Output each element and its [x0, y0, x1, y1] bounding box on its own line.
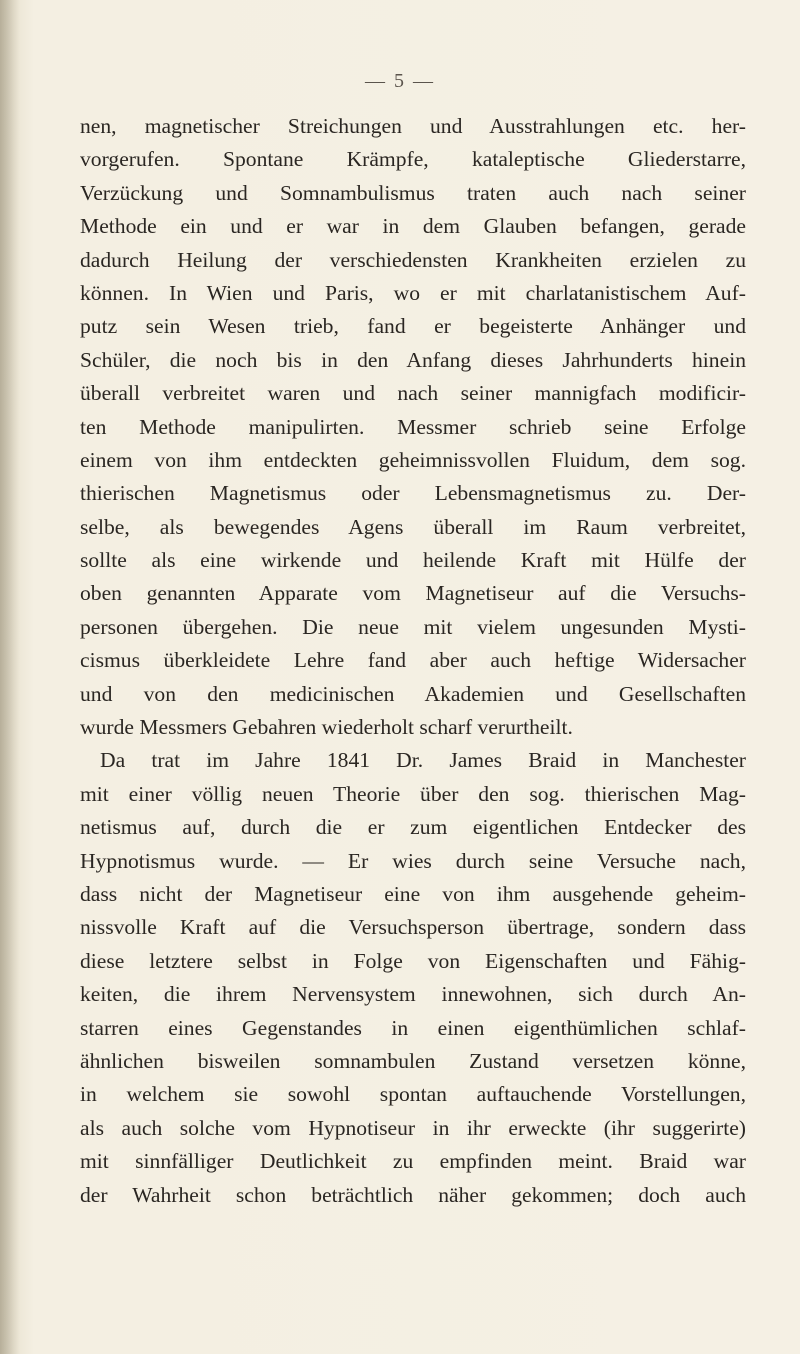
text-line: thierischen Magnetismus oder Lebensmagnetismus zu. Der- — [80, 481, 746, 506]
text-line: netismus auf, durch die er zum eigentlichen Entdecker des — [80, 815, 746, 840]
text-line: cismus überkleidete Lehre fand aber auch heftige Widersacher — [80, 648, 746, 673]
text-line: dass nicht der Magnetiseur eine von ihm ausgehende geheim- — [80, 881, 746, 906]
text-line: Methode ein und er war in dem Glauben befangen, gerade — [80, 214, 746, 239]
text-line: putz sein Wesen trieb, fand er begeisterte Anhänger und — [80, 314, 746, 339]
text-line: Da trat im Jahre 1841 Dr. James Braid in Manchester — [100, 748, 746, 773]
text-line: können. In Wien und Paris, wo er mit charlatanistischem Auf- — [80, 280, 746, 305]
text-line: vorgerufen. Spontane Krämpfe, kataleptische Gliederstarre, — [80, 147, 746, 172]
text-line: keiten, die ihrem Nervensystem innewohnen, sich durch An- — [80, 982, 746, 1007]
text-line: personen übergehen. Die neue mit vielem ungesunden Mysti- — [80, 614, 746, 639]
text-line: sollte als eine wirkende und heilende Kraft mit Hülfe der — [80, 548, 746, 573]
text-line: dadurch Heilung der verschiedensten Krankheiten erzielen zu — [80, 247, 746, 272]
text-line: Verzückung und Somnambulismus traten auch nach seiner — [80, 180, 746, 205]
text-line: diese letztere selbst in Folge von Eigenschaften und Fähig- — [80, 948, 746, 973]
text-line: ähnlichen bisweilen somnambulen Zustand versetzen könne, — [80, 1048, 746, 1073]
text-line: Schüler, die noch bis in den Anfang dieses Jahrhunderts hinein — [80, 347, 746, 372]
text-line: einem von ihm entdeckten geheimnissvollen Fluidum, dem sog. — [80, 447, 746, 472]
page-number: — 5 — — [365, 70, 435, 92]
text-line: mit sinnfälliger Deutlichkeit zu empfinden meint. Braid war — [80, 1149, 746, 1174]
text-line: als auch solche vom Hypnotiseur in ihr erweckte (ihr suggerirte) — [80, 1115, 746, 1140]
text-line: Hypnotismus wurde. — Er wies durch seine Versuche nach, — [80, 848, 746, 873]
text-line: mit einer völlig neuen Theorie über den sog. thierischen Mag- — [80, 781, 746, 806]
text-line: starren eines Gegenstandes in einen eigenthümlichen schlaf- — [80, 1015, 746, 1040]
text-line: selbe, als bewegendes Agens überall im Raum verbreitet, — [80, 514, 746, 539]
text-line: und von den medicinischen Akademien und Gesellschaften — [80, 681, 746, 706]
text-line: wurde Messmers Gebahren wiederholt scharf verurtheilt. — [80, 715, 573, 740]
text-line: überall verbreitet waren und nach seiner mannigfach modificir- — [80, 381, 746, 406]
text-line: ten Methode manipulirten. Messmer schrieb seine Erfolge — [80, 414, 746, 439]
text-line: der Wahrheit schon beträchtlich näher gekommen; doch auch — [80, 1182, 746, 1207]
text-line: nen, magnetischer Streichungen und Ausstrahlungen etc. her- — [80, 114, 746, 138]
text-line: oben genannten Apparate vom Magnetiseur auf die Versuchs- — [80, 581, 746, 606]
text-line: nissvolle Kraft auf die Versuchsperson übertrage, sondern dass — [80, 915, 746, 940]
body-text — [80, 110, 746, 1212]
text-line: in welchem sie sowohl spontan auftauchende Vorstellungen, — [80, 1082, 746, 1107]
spine-shadow — [0, 0, 20, 1354]
